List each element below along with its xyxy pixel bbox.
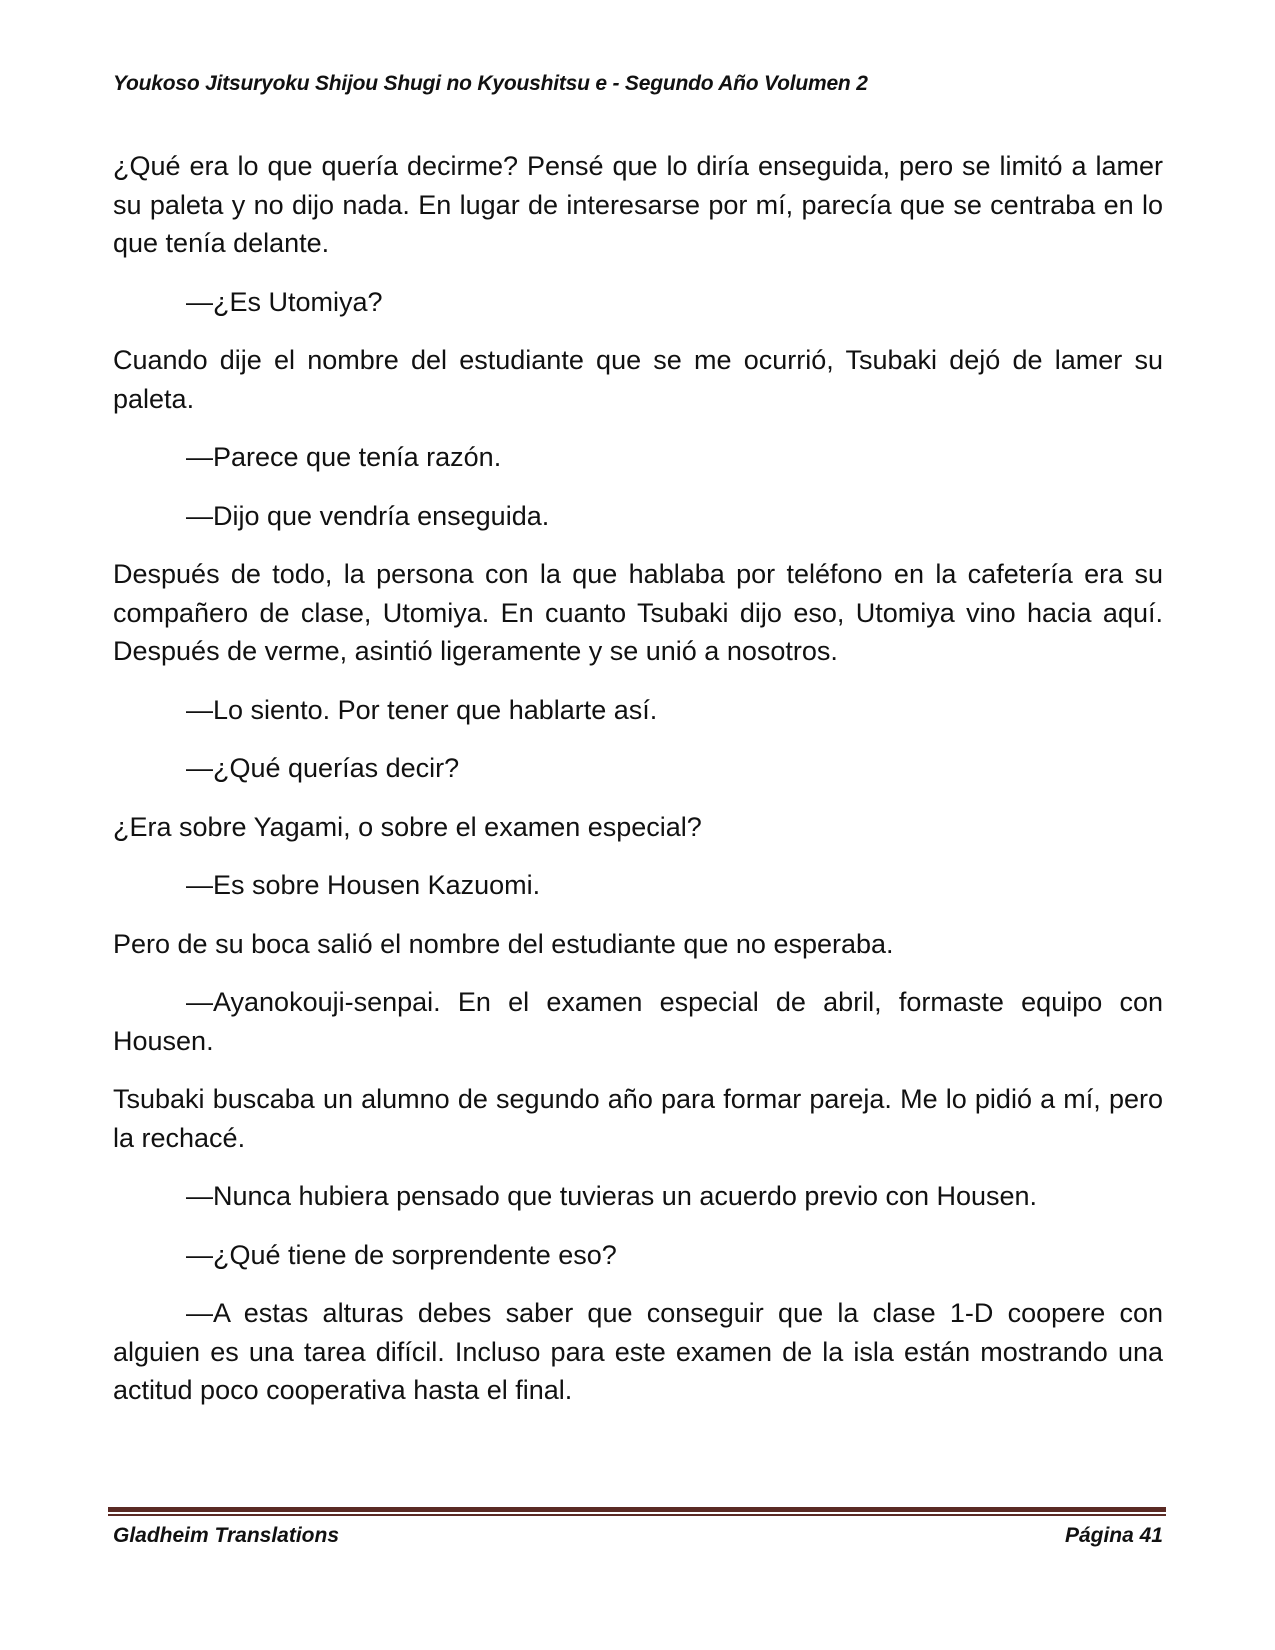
running-header: Youkoso Jitsuryoku Shijou Shugi no Kyoushitsu e - Segundo Año Volumen 2 bbox=[113, 72, 868, 95]
paragraph: Cuando dije el nombre del estudiante que se me ocurrió, Tsubaki dejó de lamer su paleta. bbox=[113, 345, 1163, 414]
page-body bbox=[113, 147, 1163, 1430]
dialog-line: —¿Es Utomiya? bbox=[186, 286, 383, 317]
dialog-line: —A estas alturas debes saber que conseguir que la clase 1-D coopere con alguien es una tarea difícil. Incluso para este examen de la isla están mostrando una actitud poco cooperativa hasta el final. bbox=[113, 1298, 1163, 1405]
dialog-line: —Es sobre Housen Kazuomi. bbox=[186, 870, 541, 900]
page-number: Página 41 bbox=[1064, 1524, 1163, 1547]
paragraph: Después de todo, la persona con la que hablaba por teléfono en la cafetería era su compañero de clase, Utomiya. En cuanto Tsubaki dijo eso, Utomiya vino hacia aquí. Después de verme, asintió ligeramente y se unió a nosotros. bbox=[113, 559, 1163, 666]
paragraph: ¿Qué era lo que quería decirme? Pensé que lo diría enseguida, pero se limitó a lamer su paleta y no dijo nada. En lugar de interesarse por mí, parecía que se centraba en lo que tenía delante. bbox=[113, 151, 1163, 258]
dialog-line: —¿Qué tiene de sorprendente eso? bbox=[186, 1239, 617, 1270]
dialog-line: —¿Qué querías decir? bbox=[186, 753, 460, 783]
footer-publisher: Gladheim Translations bbox=[113, 1524, 340, 1547]
dialog-line: —Nunca hubiera pensado que tuvieras un acuerdo previo con Housen. bbox=[186, 1181, 1038, 1211]
footer-divider-thick bbox=[108, 1507, 1166, 1512]
dialog-line: —Ayanokouji-senpai. En el examen especial de abril, formaste equipo con Housen. bbox=[113, 987, 1163, 1056]
paragraph: Tsubaki buscaba un alumno de segundo año para formar pareja. Me lo pidió a mí, pero la rechacé. bbox=[113, 1084, 1163, 1153]
dialog-line: —Lo siento. Por tener que hablarte así. bbox=[186, 694, 658, 725]
footer-divider bbox=[108, 1507, 1166, 1516]
footer-divider-thin bbox=[108, 1514, 1166, 1516]
dialog-line: —Parece que tenía razón. bbox=[186, 442, 502, 472]
dialog-line: —Dijo que vendría enseguida. bbox=[186, 500, 550, 531]
paragraph: ¿Era sobre Yagami, o sobre el examen especial? bbox=[113, 811, 702, 842]
paragraph: Pero de su boca salió el nombre del estudiante que no esperaba. bbox=[113, 928, 894, 959]
